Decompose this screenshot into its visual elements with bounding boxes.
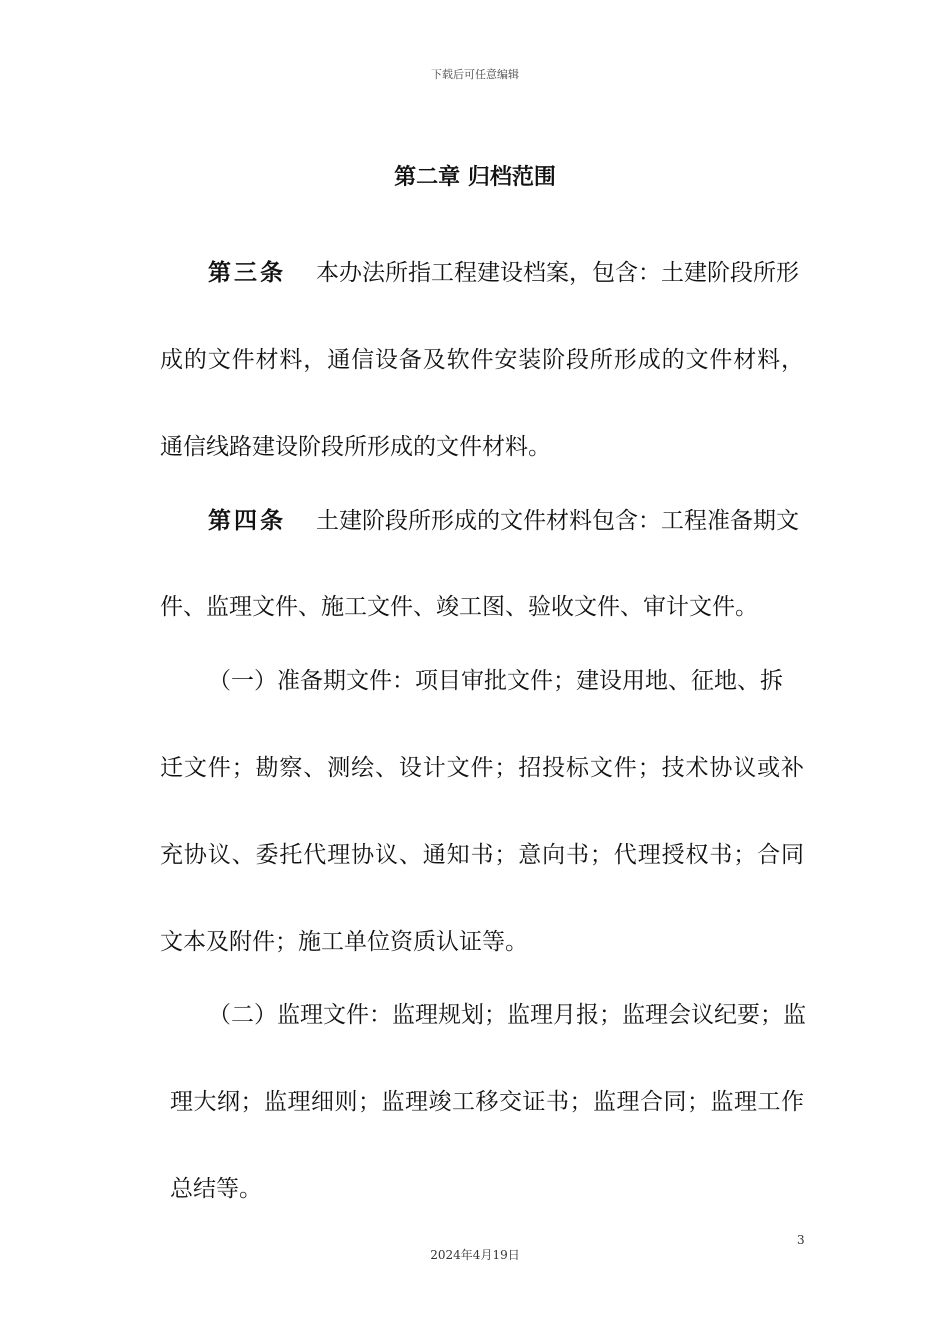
- chapter-title: 第二章 归档范围: [394, 165, 556, 190]
- article-3-line-2: 成的文件材料，通信设备及软件安装阶段所形成的文件材料，: [160, 347, 804, 373]
- item-1-line-1: （一）准备期文件：项目审批文件；建设用地、征地、拆: [208, 668, 783, 694]
- article-4-paragraph-line-1: [208, 506, 799, 536]
- article-4-line-2: 件、监理文件、施工文件、竣工图、验收文件、审计文件。: [160, 594, 758, 620]
- item-1-line-4: 文本及附件；施工单位资质认证等。: [160, 929, 528, 955]
- article-4-label: 第四条: [208, 508, 286, 534]
- item-2-line-1: （二）监理文件：监理规划；监理月报；监理会议纪要；监: [208, 1002, 806, 1028]
- article-3-text-1: 本办法所指工程建设档案，包含：土建阶段所形: [316, 260, 799, 286]
- footer-date: 2024年4月19日: [430, 1248, 520, 1262]
- item-1-line-2: 迁文件；勘察、测绘、设计文件；招投标文件；技术协议或补: [160, 755, 804, 781]
- article-4-text-1: 土建阶段所形成的文件材料包含：工程准备期文: [316, 508, 799, 534]
- item-2-line-2: 理大纲；监理细则；监理竣工移交证书；监理合同；监理工作: [170, 1089, 804, 1115]
- page-header: 下载后可任意编辑: [431, 68, 519, 81]
- item-2-line-3: 总结等。: [170, 1176, 262, 1202]
- article-3-line-3: 通信线路建设阶段所形成的文件材料。: [160, 434, 551, 460]
- article-3-label: 第三条: [208, 260, 286, 286]
- article-3-paragraph-line-1: [208, 258, 799, 288]
- page-number: 3: [797, 1233, 805, 1247]
- item-1-line-3: 充协议、委托代理协议、通知书；意向书；代理授权书；合同: [160, 842, 804, 868]
